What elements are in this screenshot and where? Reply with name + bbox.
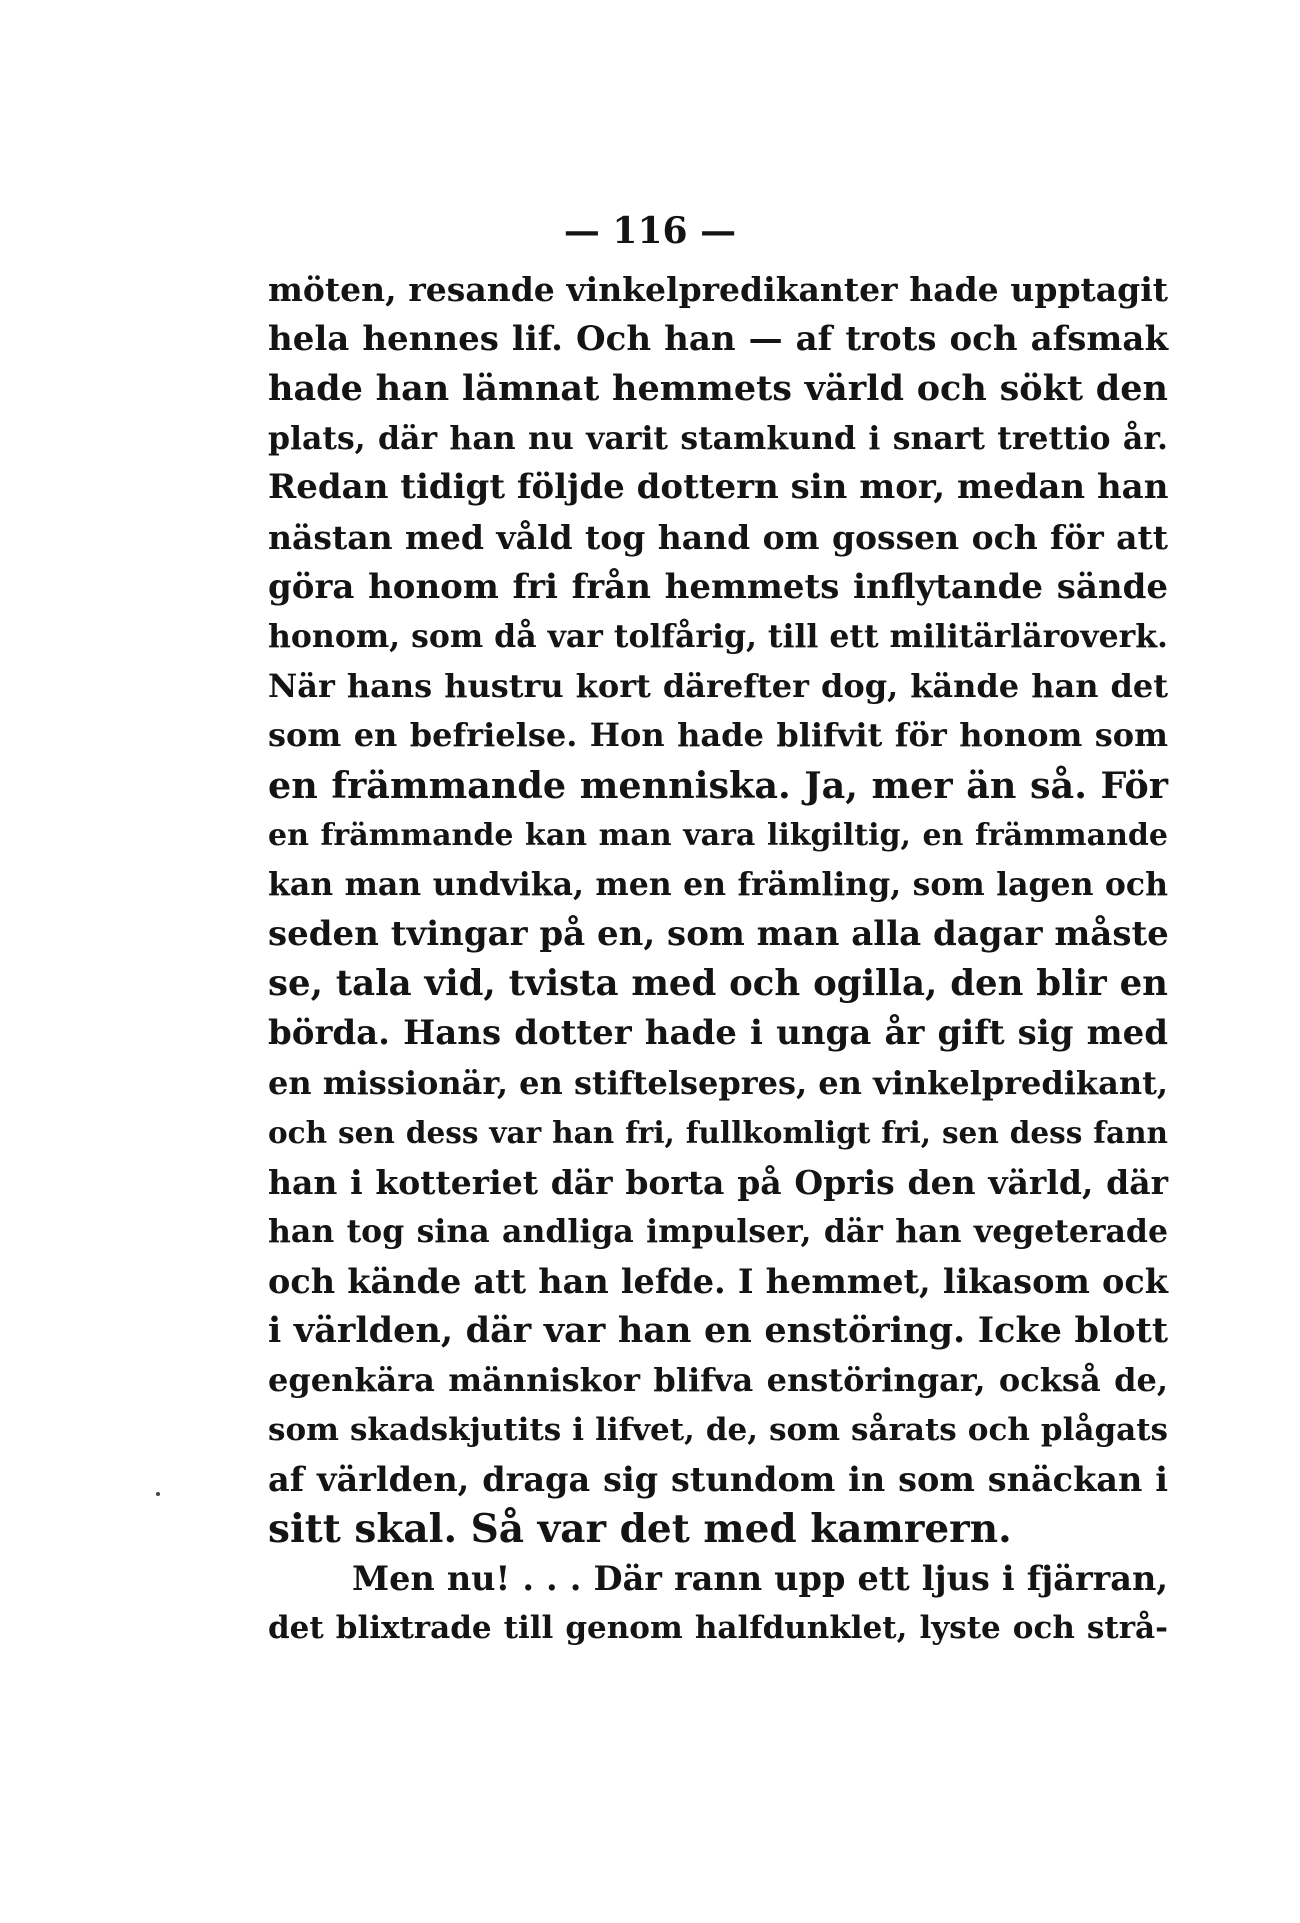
- text-line: Men nu! . . . Där rann upp ett ljus i fjärran,: [352, 1559, 1168, 1599]
- text-line: som en befrielse. Hon hade blifvit för honom som: [268, 716, 1168, 755]
- text-line: han tog sina andliga impulser, där han vegeterade: [268, 1213, 1168, 1251]
- text-line: När hans hustru kort därefter dog, kände han det: [268, 666, 1168, 705]
- text-line: en främmande menniska. Ja, mer än så. För: [268, 763, 1168, 807]
- text-line: plats, där han nu varit stamkund i snart trettio år.: [268, 419, 1168, 457]
- text-line: en främmande kan man vara likgiltig, en främmande: [268, 817, 1168, 853]
- text-line: som skadskjutits i lifvet, de, som sårats och plågats: [268, 1411, 1168, 1448]
- page-number: — 116 —: [563, 210, 737, 252]
- text-line: honom, som då var tolfårig, till ett militärläroverk.: [268, 618, 1168, 656]
- text-line: en missionär, en stiftelsepres, en vinkelpredikant,: [268, 1063, 1168, 1102]
- text-line: i världen, där var han en enstöring. Icke blott: [268, 1310, 1168, 1352]
- text-line: hela hennes lif. Och han — af trots och afsmak: [268, 318, 1168, 359]
- text-line: hade han lämnat hemmets värld och sökt den: [268, 368, 1168, 410]
- margin-speck: [156, 1492, 160, 1496]
- text-line: han i kotteriet där borta på Opris den värld, där: [268, 1162, 1168, 1202]
- text-line: börda. Hans dotter hade i unga år gift sig med: [268, 1012, 1168, 1053]
- text-line: egenkära människor blifva enstöringar, också de,: [268, 1361, 1168, 1400]
- text-line: och kände att han lefde. I hemmet, likasom ock: [268, 1261, 1168, 1301]
- text-line: Redan tidigt följde dottern sin mor, medan han: [268, 467, 1169, 508]
- text-line: nästan med våld tog hand om gossen och för att: [268, 517, 1168, 557]
- text-line: se, tala vid, tvista med och ogilla, den blir en: [268, 963, 1168, 1005]
- text-line: af världen, draga sig stundom in som snäckan i: [268, 1460, 1168, 1500]
- text-line: det blixtrade till genom halfdunklet, lyste och strå-: [268, 1610, 1168, 1647]
- body-text: [268, 265, 1168, 1654]
- text-line: sitt skal. Så var det med kamrern.: [268, 1505, 1012, 1552]
- text-line: seden tvingar på en, som man alla dagar måste: [268, 913, 1169, 954]
- text-line: och sen dess var han fri, fullkomligt fri, sen dess fann: [268, 1115, 1168, 1151]
- text-line: kan man undvika, men en främling, som lagen och: [268, 866, 1168, 904]
- text-line: göra honom fri från hemmets inflytande sände: [268, 566, 1168, 607]
- text-line: möten, resande vinkelpredikanter hade upptagit: [268, 270, 1168, 309]
